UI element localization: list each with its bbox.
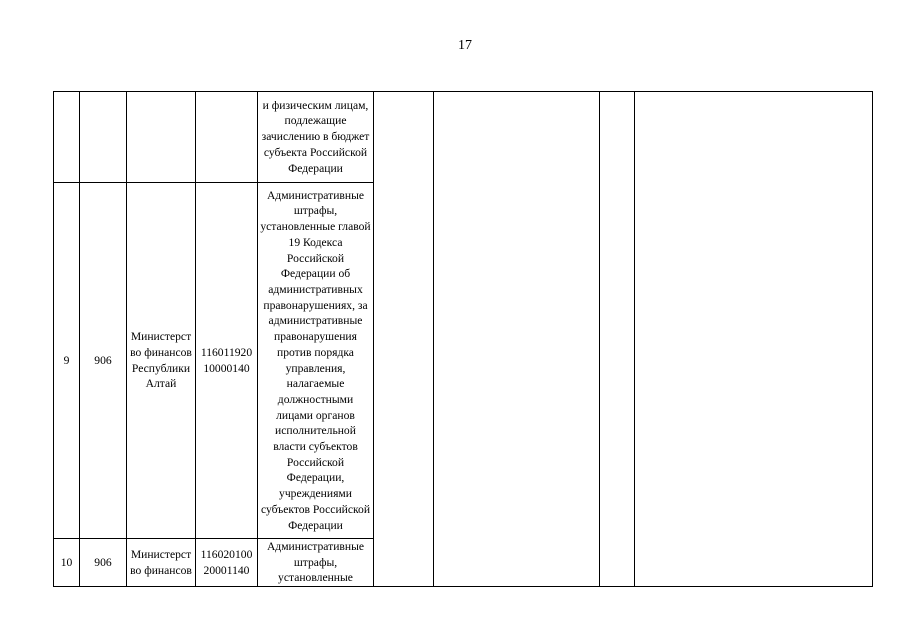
revenue-description-cell: Административные штрафы, установленные [258, 539, 374, 587]
kbk-code-cell [196, 92, 258, 183]
table-row [54, 92, 873, 183]
page-number: 17 [458, 38, 472, 53]
kbk-code-cell: 11601192010000140 [196, 183, 258, 539]
budget-revenue-table [53, 91, 873, 587]
admin-code-cell: 906 [80, 539, 127, 587]
administrator-cell: Министерство финансов [127, 539, 196, 587]
revenue-description-cell: и физическим лицам, подлежащие зачислению в бюджет субъекта Российской Федерации [258, 92, 374, 183]
admin-code-cell [80, 92, 127, 183]
empty-cell [635, 92, 873, 587]
empty-cell [434, 92, 600, 587]
kbk-code-cell: 11602010020001140 [196, 539, 258, 587]
empty-cell [600, 92, 635, 587]
administrator-cell [127, 92, 196, 183]
administrator-cell: Министерство финансов Республики Алтай [127, 183, 196, 539]
empty-cell [374, 92, 434, 587]
row-number-cell [54, 92, 80, 183]
row-number-cell: 10 [54, 539, 80, 587]
admin-code-cell: 906 [80, 183, 127, 539]
row-number-cell: 9 [54, 183, 80, 539]
revenue-description-cell: Административные штрафы, установленные главой 19 Кодекса Российской Федерации об административных правонарушениях, за административные правонарушения против порядка управления, налагаемые должностными лицами органов исполнительной власти субъектов Российской Федерации, учреждениями субъектов Российской Федерации [258, 183, 374, 539]
